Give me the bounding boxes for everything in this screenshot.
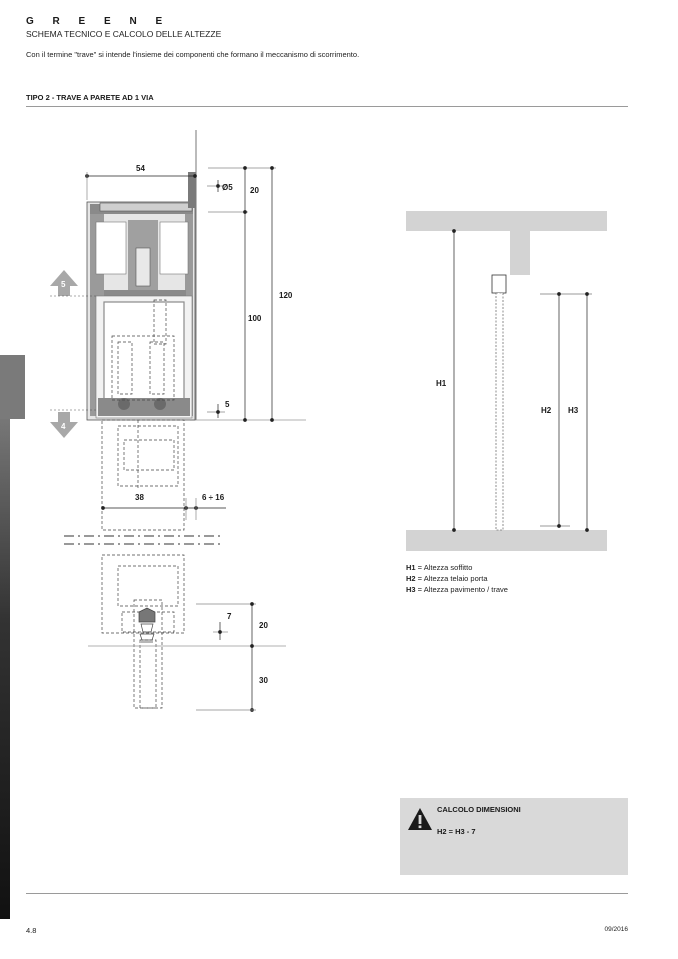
arrow-down-icon — [50, 412, 78, 438]
calc-title: CALCOLO DIMENSIONI — [437, 805, 521, 814]
brand-name: G R E E N E — [26, 16, 171, 27]
dim-6-16: 6 ÷ 16 — [202, 493, 225, 502]
beam — [510, 231, 530, 275]
arrow-up-label: 5 — [61, 280, 66, 289]
dim-100: 100 — [248, 314, 262, 323]
rail-profile — [87, 172, 196, 420]
calc-formula: H2 = H3 - 7 — [437, 827, 476, 836]
ceiling — [406, 211, 607, 231]
break-line — [64, 536, 220, 544]
legend-item-h3: H3 = Altezza pavimento / trave — [406, 585, 508, 594]
arrow-down-label: 4 — [61, 422, 66, 431]
legend-item-h1: H1 = Altezza soffitto — [406, 563, 473, 572]
dim-120: 120 — [279, 291, 293, 300]
calc-panel — [400, 798, 628, 875]
page-number: 4.8 — [26, 926, 37, 935]
arrow-up-icon — [50, 270, 78, 296]
dim-20-top: 20 — [250, 186, 259, 195]
section-title: TIPO 2 - TRAVE A PARETE AD 1 VIA — [26, 93, 154, 102]
door-leaf-dashed — [102, 420, 184, 708]
label-h3: H3 — [568, 406, 579, 415]
warning-icon — [407, 807, 433, 831]
dim-phi5: Ø5 — [222, 183, 233, 192]
label-h1: H1 — [436, 379, 447, 388]
dim-54: 54 — [136, 164, 145, 173]
door-small — [496, 293, 503, 530]
left-section-drawing — [50, 130, 306, 712]
floor — [406, 530, 607, 551]
page-subtitle: SCHEMA TECNICO E CALCOLO DELLE ALTEZZE — [26, 29, 222, 39]
height-legend — [406, 562, 508, 595]
dim-5: 5 — [225, 400, 230, 409]
height-schematic — [406, 211, 607, 551]
rail-small — [492, 275, 506, 293]
intro-text: Con il termine "trave" si intende l'insieme dei componenti che formano il meccanismo di scorrimento. — [26, 50, 360, 59]
floor-guide — [139, 608, 155, 642]
dim-20-bottom: 20 — [259, 621, 268, 630]
legend-item-h2: H2 = Altezza telaio porta — [406, 574, 488, 583]
dim-7: 7 — [227, 612, 232, 621]
page-date: 09/2016 — [604, 926, 628, 933]
label-h2: H2 — [541, 406, 552, 415]
dim-38: 38 — [135, 493, 144, 502]
dim-30: 30 — [259, 676, 268, 685]
